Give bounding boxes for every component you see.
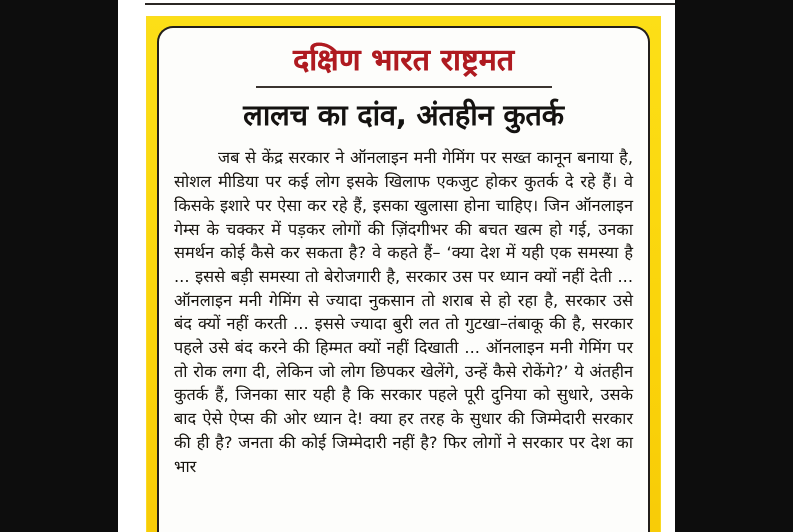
yellow-frame bbox=[147, 17, 660, 532]
letterbox-right bbox=[675, 0, 793, 532]
article-body-text: जब से केंद्र सरकार ने ऑनलाइन मनी गेमिंग पर सख्त कानून बनाया है, सोशल मीडिया पर कई लोग इसके खिलाफ एकजुट होकर कुतर्क दे रहे हैं। वे किसके इशारे पर ऐसा कर रहे हैं, इसका खुलासा होना चाहिए। जिन ऑनलाइन गेम्स के चक्कर में पड़कर लोगों की ज़िंदगीभर की बचत खत्म हो गई, उनका समर्थन कोई कैसे कर सकता है? वे कहते हैं– ‘क्या देश में यही एक समस्या है ... इससे बड़ी समस्या तो बेरोजगारी है, सरकार उस पर ध्यान क्यों नहीं देती ... ऑनलाइन मनी गेमिंग से ज्यादा नुकसान तो शराब से हो रहा है, सरकार उसे बंद क्यों नहीं करती ... इससे ज्यादा बुरी लत तो गुटखा–तंबाकू की है, सरकार पहले उसे बंद करने की हिम्मत क्यों नहीं दिखाती ... ऑनलाइन मनी गेमिंग पर तो रोक लगा दी, लेकिन जो लोग छिपकर खेलेंगे, उन्हें कैसे रोकेंगे?’ ये अंतहीन कुतर्क हैं, जिनका सार यही है कि सरकार पहले पूरी दुनिया को सुधारे, उसके बाद ऐसे ऐप्स की ओर ध्यान दे! क्या हर तरह के सुधार की जिम्मेदारी सरकार की ही है? जनता की कोई जिम्मेदारी नहीं है? फिर लोगों ने सरकार पर देश का भार bbox=[174, 148, 633, 476]
article-headline: लालच का दांव, अंतहीन कुतर्क bbox=[243, 97, 564, 132]
letterbox-left bbox=[0, 0, 118, 532]
newspaper-masthead: दक्षिण भारत राष्ट्रमत bbox=[292, 43, 515, 78]
top-divider-rule bbox=[145, 3, 675, 5]
clipping-inner-panel bbox=[157, 26, 650, 532]
masthead-divider bbox=[256, 86, 552, 88]
